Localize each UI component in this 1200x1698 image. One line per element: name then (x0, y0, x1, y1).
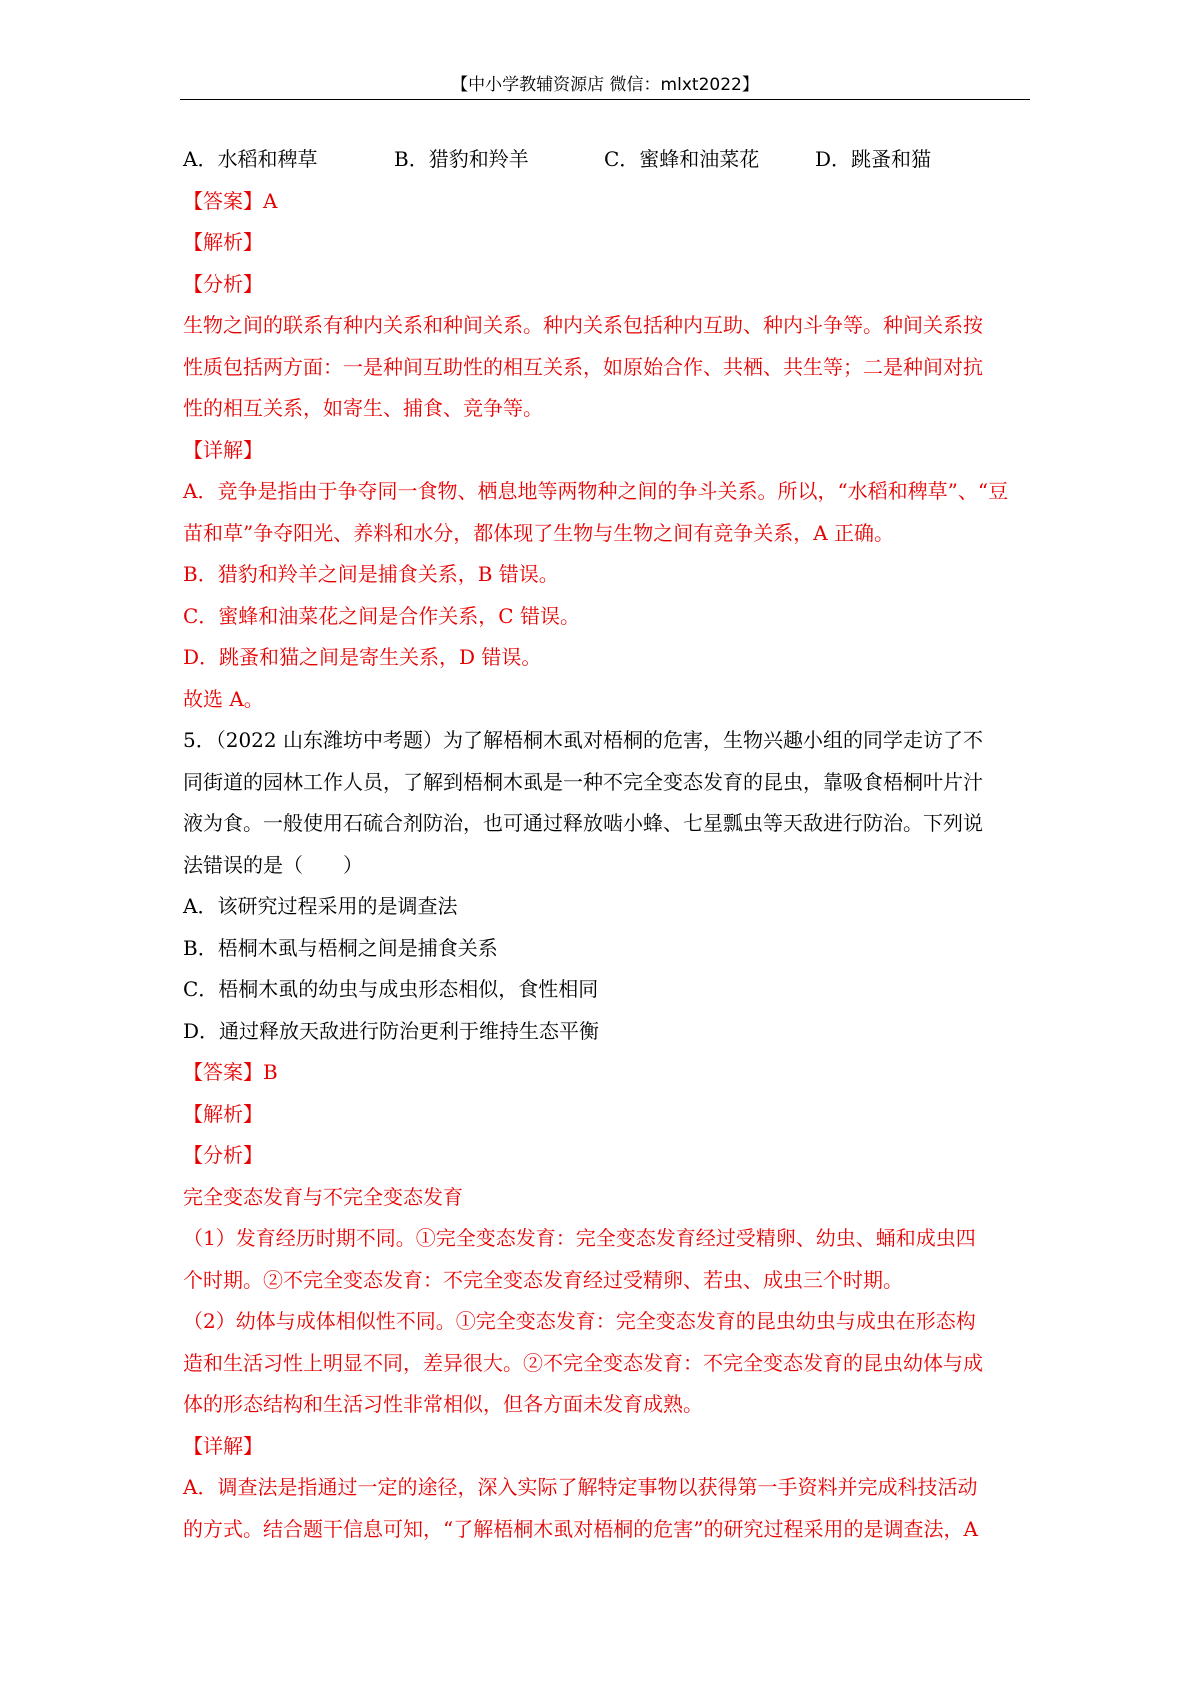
q4-detail-line: 苗和草”争夺阳光、养料和水分，都体现了生物与生物之间有竞争关系，A 正确。 (183, 520, 895, 545)
q5-option-a: A．该研究过程采用的是调查法 (183, 894, 458, 918)
q4-jiexi-heading: 【解析】 (183, 230, 263, 254)
q4-option-d: D．跳蚤和猫 (815, 147, 932, 171)
q5-option-b: B．梧桐木虱与梧桐之间是捕食关系 (183, 935, 498, 960)
q5-xiangjie-heading: 【详解】 (183, 1433, 263, 1458)
q5-fenxi-heading: 【分析】 (183, 1143, 263, 1167)
q4-answer: 【答案】A (183, 188, 278, 213)
header-divider (180, 99, 1030, 100)
q5-stem-line: 液为食。一般使用石硫合剂防治，也可通过释放啮小蜂、七星瓢虫等天敌进行防治。下列说 (183, 811, 983, 835)
q5-detail-line: A．调查法是指通过一定的途径，深入实际了解特定事物以获得第一手资料并完成科技活动 (183, 1475, 978, 1499)
q4-xiangjie-heading: 【详解】 (183, 437, 263, 462)
q5-detail-line: 的方式。结合题干信息可知，“了解梧桐木虱对梧桐的危害”的研究过程采用的是调查法，A (183, 1516, 978, 1541)
page-header: 【中小学教辅资源店 微信：mlxt2022】 (451, 75, 759, 95)
document-body (183, 139, 1028, 1550)
q5-answer: 【答案】B (183, 1060, 278, 1084)
q4-analysis-line: 性的相互关系，如寄生、捕食、竞争等。 (183, 396, 543, 420)
q5-analysis-line: 完全变态发育与不完全变态发育 (183, 1184, 463, 1209)
q4-analysis-line: 性质包括两方面：一是种间互助性的相互关系，如原始合作、共栖、共生等；二是种间对抗 (183, 354, 983, 379)
q4-detail-line: D．跳蚤和猫之间是寄生关系，D 错误。 (183, 645, 542, 669)
q5-jiexi-heading: 【解析】 (183, 1101, 263, 1126)
q4-options (183, 139, 1028, 181)
q5-stem-line: 5．（2022 山东潍坊中考题）为了解梧桐木虱对梧桐的危害，生物兴趣小组的同学走访了不 (183, 728, 983, 752)
q5-analysis-line: 造和生活习性上明显不同，差异很大。②不完全变态发育：不完全变态发育的昆虫幼体与成 (183, 1350, 983, 1375)
q5-stem-line: 同街道的园林工作人员，了解到梧桐木虱是一种不完全变态发育的昆虫，靠吸食梧桐叶片汁 (183, 769, 983, 794)
q4-option-a: A．水稻和稗草 (183, 147, 318, 171)
q5-stem-line: 法错误的是（ ） (183, 852, 363, 877)
q4-conclusion: 故选 A。 (183, 686, 264, 711)
q5-option-c: C．梧桐木虱的幼虫与成虫形态相似，食性相同 (183, 977, 599, 1001)
q5-analysis-line: 体的形态结构和生活习性非常相似，但各方面未发育成熟。 (183, 1392, 703, 1416)
q4-option-b: B．猎豹和羚羊 (394, 147, 529, 171)
q4-detail-line: A．竞争是指由于争夺同一食物、栖息地等两物种之间的争斗关系。所以，“水稻和稗草”、“豆 (183, 479, 1009, 503)
q5-option-d: D．通过释放天敌进行防治更利于维持生态平衡 (183, 1018, 600, 1043)
q4-option-c: C．蜜蜂和油菜花 (604, 147, 760, 171)
q4-detail-line: C．蜜蜂和油菜花之间是合作关系，C 错误。 (183, 603, 580, 628)
q5-analysis-line: 个时期。②不完全变态发育：不完全变态发育经过受精卵、若虫、成虫三个时期。 (183, 1267, 903, 1292)
q4-detail-line: B．猎豹和羚羊之间是捕食关系，B 错误。 (183, 562, 559, 586)
q4-fenxi-heading: 【分析】 (183, 271, 263, 296)
q5-analysis-line: （2）幼体与成体相似性不同。①完全变态发育：完全变态发育的昆虫幼虫与成虫在形态构 (183, 1309, 976, 1333)
q4-analysis-line: 生物之间的联系有种内关系和种间关系。种内关系包括种内互助、种内斗争等。种间关系按 (183, 313, 983, 337)
q5-analysis-line: （1）发育经历时期不同。①完全变态发育：完全变态发育经过受精卵、幼虫、蛹和成虫四 (183, 1226, 976, 1250)
